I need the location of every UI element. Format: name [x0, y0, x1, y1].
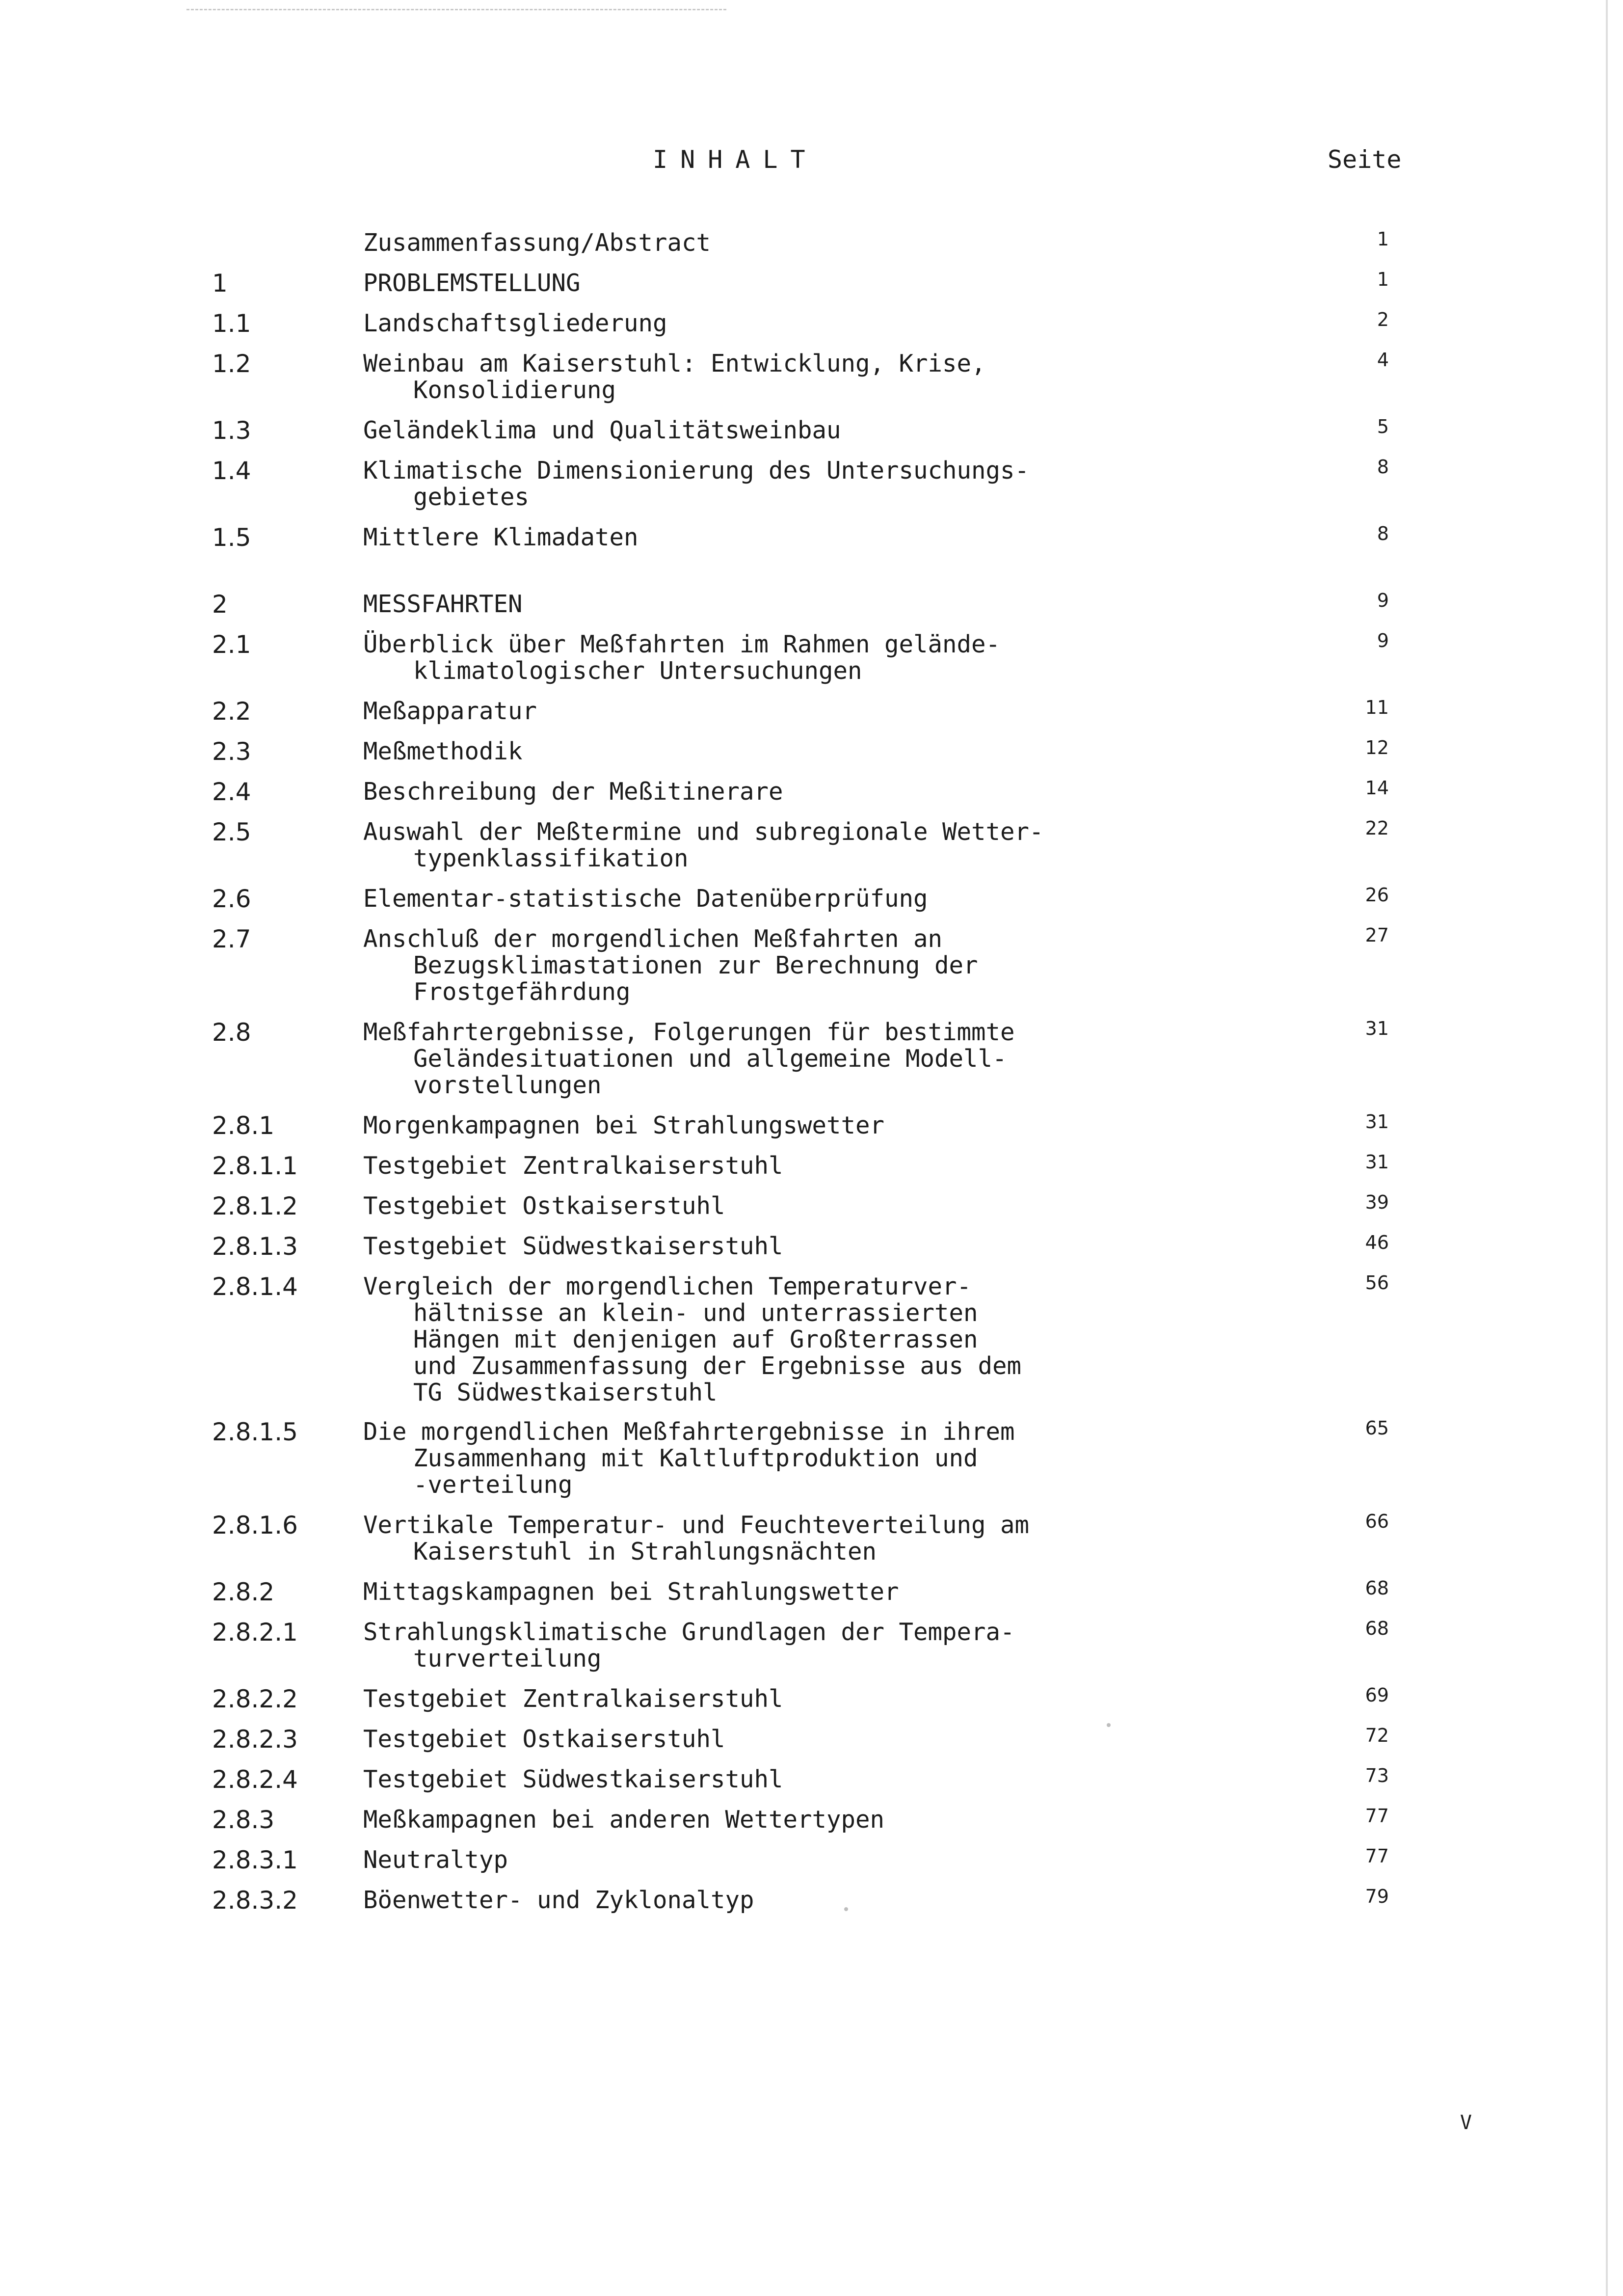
toc-section-number: 2.8.1.2 [212, 1192, 298, 1220]
toc-section-title: Böenwetter- und Zyklonaltyp [363, 1886, 754, 1914]
toc-section-title: Strahlungsklimatische Grundlagen der Tempera- turverteilung [363, 1618, 1015, 1673]
toc-section-number: 1.5 [212, 523, 251, 552]
toc-section-title: Meßmethodik [363, 737, 523, 765]
toc-section-title: Mittlere Klimadaten [363, 523, 639, 551]
toc-section-title: Zusammenfassung/Abstract [363, 229, 711, 257]
toc-section-number: 2.1 [212, 630, 251, 659]
toc-section-title: Vertikale Temperatur- und Feuchteverteilung am Kaiserstuhl in Strahlungsnächten [363, 1511, 1030, 1566]
toc-section-title: Beschreibung der Meßitinerare [363, 778, 783, 806]
toc-page-number: 69 [1365, 1684, 1389, 1706]
toc-section-title: Testgebiet Zentralkaiserstuhl [363, 1152, 783, 1180]
toc-page-number: 11 [1365, 697, 1389, 718]
toc-section-number: 2.2 [212, 697, 251, 726]
scan-right-edge [1606, 0, 1608, 2296]
toc-section-title: Überblick über Meßfahrten im Rahmen gelände- klimatologischer Untersuchungen [363, 630, 1001, 685]
toc-section-number: 2.8.1.1 [212, 1152, 298, 1180]
toc-page-number: 4 [1377, 349, 1389, 371]
toc-section-title: MESSFAHRTEN [363, 590, 523, 618]
toc-page-number: 26 [1365, 884, 1389, 906]
toc-page-number: 9 [1377, 590, 1389, 611]
toc-section-title: Weinbau am Kaiserstuhl: Entwicklung, Krise, Konsolidierung [363, 350, 986, 404]
toc-section-number: 2.8.2.4 [212, 1765, 298, 1794]
page-column-label: Seite [1328, 145, 1402, 174]
toc-section-title: Elementar-statistische Datenüberprüfung [363, 885, 928, 913]
toc-section-number: 2.8.3.1 [212, 1846, 298, 1874]
scan-edge-line [186, 9, 726, 10]
toc-section-number: 2.8 [212, 1018, 251, 1047]
toc-page-number: 1 [1377, 269, 1389, 290]
toc-section-number: 2.8.1 [212, 1111, 275, 1140]
toc-page-number: 66 [1365, 1511, 1389, 1532]
toc-section-title: Morgenkampagnen bei Strahlungswetter [363, 1111, 885, 1139]
toc-section-number: 2.8.2.1 [212, 1618, 298, 1647]
toc-page-number: 8 [1377, 456, 1389, 478]
toc-page-number: 31 [1365, 1151, 1389, 1173]
toc-page-number: 46 [1365, 1232, 1389, 1253]
toc-page-number: 5 [1377, 416, 1389, 437]
toc-page-number: 79 [1365, 1886, 1389, 1907]
toc-page-number: 8 [1377, 523, 1389, 544]
toc-section-title: Vergleich der morgendlichen Temperaturver- hältnisse an klein- und unterrassierten Hängen mit denjenigen auf Großterrassen und Zusammenfassung der Ergebnisse aus dem TG Südwestkaiserstuhl [363, 1272, 1022, 1406]
toc-page-number: 1 [1377, 228, 1389, 250]
toc-section-number: 1.3 [212, 416, 251, 445]
toc-section-title: Testgebiet Ostkaiserstuhl [363, 1192, 725, 1220]
toc-section-title: Mittagskampagnen bei Strahlungswetter [363, 1578, 899, 1606]
toc-page-number: 73 [1365, 1765, 1389, 1786]
toc-section-number: 1.4 [212, 457, 251, 485]
toc-section-title: Testgebiet Südwestkaiserstuhl [363, 1232, 783, 1260]
toc-page-number: 31 [1365, 1111, 1389, 1133]
toc-section-number: 2 [212, 590, 228, 619]
toc-section-number: 2.8.1.4 [212, 1272, 298, 1301]
toc-section-title: Anschluß der morgendlichen Meßfahrten an Bezugsklimastationen zur Berechnung der Frostgefährdung [363, 925, 978, 1006]
toc-page-number: 56 [1365, 1272, 1389, 1294]
toc-section-title: Klimatische Dimensionierung des Untersuchungs- gebietes [363, 457, 1030, 511]
toc-section-number: 2.8.1.5 [212, 1418, 298, 1446]
toc-page-number: 27 [1365, 924, 1389, 946]
toc-section-number: 2.8.2.2 [212, 1685, 298, 1713]
toc-section-title: Testgebiet Ostkaiserstuhl [363, 1725, 725, 1753]
toc-section-title: Meßfahrtergebnisse, Folgerungen für bestimmte Geländesituationen und allgemeine Modell- vorstellungen [363, 1018, 1015, 1099]
toc-section-title: Landschaftsgliederung [363, 309, 667, 337]
page-title: INHALT [653, 145, 818, 174]
toc-section-number: 2.7 [212, 925, 251, 953]
toc-page-number: 65 [1365, 1417, 1389, 1439]
toc-section-number: 2.6 [212, 885, 251, 913]
toc-section-title: Geländeklima und Qualitätsweinbau [363, 416, 841, 444]
toc-page-number: 68 [1365, 1618, 1389, 1639]
scan-speck [844, 1907, 848, 1911]
toc-section-title: PROBLEMSTELLUNG [363, 269, 581, 297]
page-folio: V [1460, 2111, 1472, 2134]
toc-page-number: 77 [1365, 1845, 1389, 1867]
toc-page-number: 39 [1365, 1191, 1389, 1213]
toc-section-title: Testgebiet Südwestkaiserstuhl [363, 1765, 783, 1793]
toc-section-title: Die morgendlichen Meßfahrtergebnisse in ihrem Zusammenhang mit Kaltluftproduktion und -verteilung [363, 1418, 1015, 1499]
toc-page-number: 22 [1365, 817, 1389, 839]
toc-section-title: Meßkampagnen bei anderen Wettertypen [363, 1806, 885, 1834]
toc-page-number: 72 [1365, 1725, 1389, 1746]
toc-section-number: 2.8.1.6 [212, 1511, 298, 1540]
toc-section-title: Auswahl der Meßtermine und subregionale Wetter- typenklassifikation [363, 818, 1044, 872]
toc-section-number: 2.3 [212, 737, 251, 766]
scan-speck [1107, 1723, 1111, 1727]
toc-page-number: 77 [1365, 1805, 1389, 1827]
toc-page-number: 2 [1377, 309, 1389, 330]
toc-section-number: 2.8.2 [212, 1578, 275, 1606]
toc-section-number: 2.8.1.3 [212, 1232, 298, 1261]
toc-page-number: 68 [1365, 1577, 1389, 1599]
toc-section-number: 1.1 [212, 309, 251, 338]
toc-section-number: 2.5 [212, 818, 251, 846]
toc-page-number: 14 [1365, 777, 1389, 799]
toc-section-number: 2.8.2.3 [212, 1725, 298, 1754]
toc-section-number: 1 [212, 269, 228, 297]
toc-section-number: 1.2 [212, 350, 251, 378]
toc-section-number: 2.8.3 [212, 1806, 275, 1834]
toc-page-number: 31 [1365, 1018, 1389, 1039]
toc-page-number: 9 [1377, 630, 1389, 651]
toc-section-title: Meßapparatur [363, 697, 537, 725]
toc-page-number: 12 [1365, 737, 1389, 758]
toc-section-number: 2.8.3.2 [212, 1886, 298, 1915]
toc-section-number: 2.4 [212, 778, 251, 806]
toc-section-title: Testgebiet Zentralkaiserstuhl [363, 1685, 783, 1713]
toc-section-title: Neutraltyp [363, 1846, 508, 1874]
